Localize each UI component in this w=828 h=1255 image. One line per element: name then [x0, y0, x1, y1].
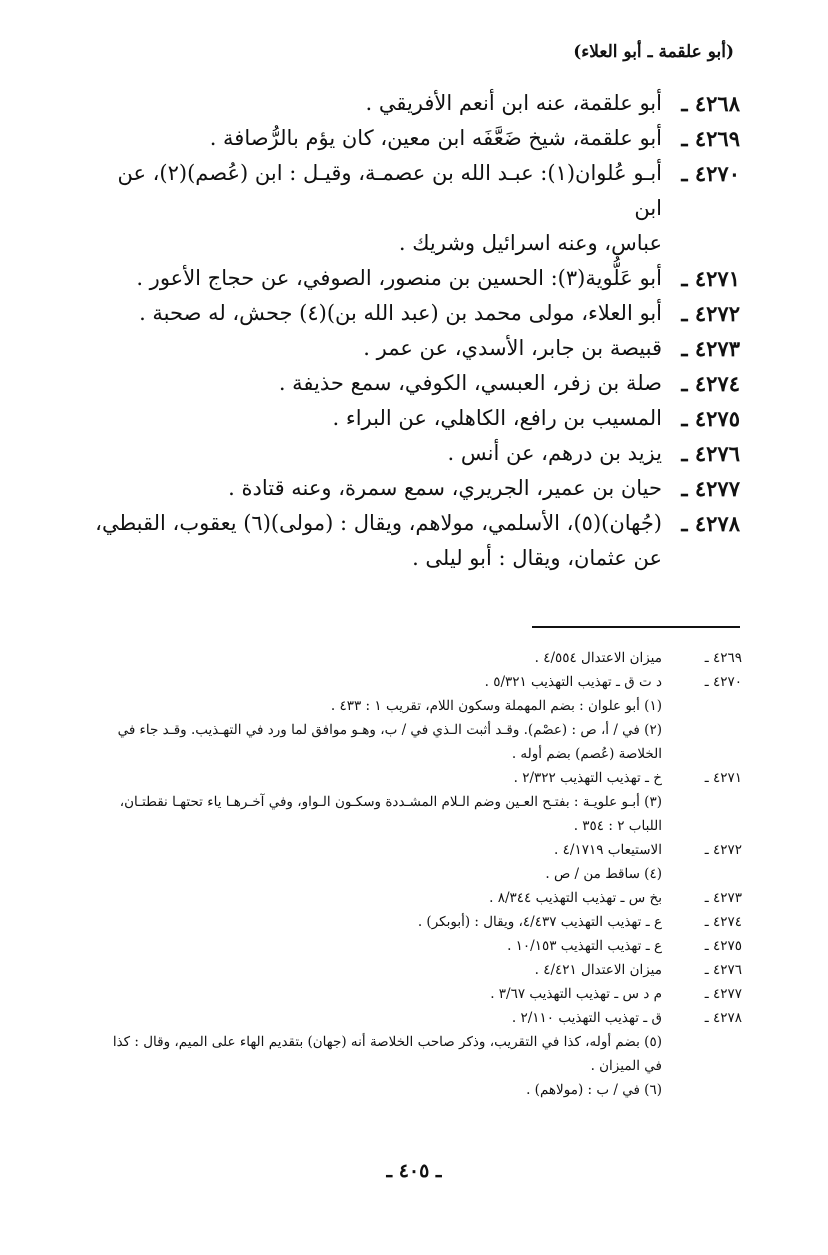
entry [90, 471, 740, 506]
source-note [102, 838, 742, 862]
note-text: ع ـ تهذيب التهذيب ١٠/١٥٣ . [507, 938, 662, 954]
entry [90, 121, 740, 156]
note-text: د ت ق ـ تهذيب التهذيب ٥/٣٢١ . [484, 674, 662, 690]
entry [90, 506, 740, 576]
entry-text-line: يزيد بن درهم، عن أنس . [447, 441, 662, 465]
note-text: (٤) ساقط من / ص . [545, 866, 662, 882]
note-text: (٢) في / أ، ص : (عصْم). وقـد أثبت الـذي في / ب، وهـو موافق لما ورد في التهـذيب. وقـد جاء في الخلاصة (عُصم) بضم أوله . [117, 722, 662, 762]
note-text: م د س ـ تهذيب التهذيب ٣/٦٧ . [490, 986, 662, 1002]
note-number: ٤٢٧٤ ـ [704, 914, 742, 930]
entry [90, 366, 740, 401]
footnote [102, 1078, 742, 1102]
note-text: (٣) أبـو علويـة : بفتـح العـين وضم الـلام المشـددة وسكـون الـواو، وفي آخـرهـا ياء تحتهـا نقطتـان، اللباب ٢ : ٣٥٤ . [119, 794, 662, 834]
entry-text-line: أبو العلاء، مولى محمد بن (عبد الله بن)(٤) جحش، له صحبة . [139, 301, 662, 325]
entry-text [90, 261, 662, 296]
note-text: (٦) في / ب : (مولاهم) . [526, 1082, 662, 1098]
note-text: ميزان الاعتدال ٤/٤٢١ . [534, 962, 662, 978]
entry-text [90, 471, 662, 506]
source-note [102, 934, 742, 958]
entry-text-line: أبو علقمة، شيخ ضَعَّفَه ابن معين، كان يؤم بالرُّصافة . [209, 126, 662, 150]
note-number: ٤٢٧٠ ـ [704, 674, 742, 690]
note-number: ٤٢٧٣ ـ [704, 890, 742, 906]
note-number: ٤٢٧١ ـ [704, 770, 742, 786]
entry-text-line: (جُهان)(٥)، الأسلمي، مولاهم، ويقال : (مولى)(٦) يعقوب، القبطي، [95, 511, 662, 535]
note-text: ق ـ تهذيب التهذيب ٢/١١٠ . [511, 1010, 662, 1026]
entry [90, 296, 740, 331]
source-note [102, 886, 742, 910]
entry-number: ٤٢٧٥ ـ [681, 406, 740, 431]
source-note [102, 646, 742, 670]
entry-text [90, 436, 662, 471]
entry-text [90, 86, 662, 121]
entry-number: ٤٢٦٨ ـ [681, 91, 740, 116]
note-number [662, 1078, 742, 1102]
entry-text-line: صلة بن زفر، العبسي، الكوفي، سمع حذيفة . [278, 371, 662, 395]
entry [90, 261, 740, 296]
note-number [662, 790, 742, 838]
entry [90, 156, 740, 261]
entry-text [90, 296, 662, 331]
entry-number: ٤٢٦٩ ـ [681, 126, 740, 151]
entry-text-continuation: عن عثمان، ويقال : أبو ليلى . [412, 546, 662, 570]
note-number: ٤٢٧٥ ـ [704, 938, 742, 954]
footnote [102, 718, 742, 766]
entry-text [90, 121, 662, 156]
note-text: خ ـ تهذيب التهذيب ٢/٣٢٢ . [513, 770, 662, 786]
note-number: ٤٢٦٩ ـ [704, 650, 742, 666]
note-text: (٥) بضم أوله، كذا في التقريب، وذكر صاحب الخلاصة أنه (جهان) بتقديم الهاء على الميم، وقال : كذا في الميزان . [112, 1034, 662, 1074]
note-number [662, 694, 742, 718]
entry-text [90, 156, 662, 261]
entry-number: ٤٢٧٧ ـ [681, 476, 740, 501]
entry-number: ٤٢٧١ ـ [681, 266, 740, 291]
footnote-separator [532, 626, 740, 628]
source-note [102, 670, 742, 694]
entry [90, 401, 740, 436]
note-number [662, 1030, 742, 1078]
entry-number: ٤٢٧٢ ـ [681, 301, 740, 326]
note-text: ميزان الاعتدال ٤/٥٥٤ . [534, 650, 662, 666]
note-text: بخ س ـ تهذيب التهذيب ٨/٣٤٤ . [489, 890, 662, 906]
entry-number: ٤٢٧٠ ـ [681, 161, 740, 186]
running-title: (أبو علقمة ـ أبو العلاء) [573, 42, 734, 62]
note-number: ٤٢٧٧ ـ [704, 986, 742, 1002]
page-number: ـ ٤٠٥ ـ [386, 1160, 442, 1182]
source-note [102, 1006, 742, 1030]
entry-text-line: قبيصة بن جابر، الأسدي، عن عمر . [363, 336, 662, 360]
entry-number: ٤٢٧٣ ـ [681, 336, 740, 361]
entry-text [90, 506, 662, 576]
entry-text-line: أبو علقمة، عنه ابن أنعم الأفريقي . [365, 91, 662, 115]
note-number: ٤٢٧٦ ـ [704, 962, 742, 978]
footnote [102, 790, 742, 838]
entry [90, 436, 740, 471]
entry-text [90, 366, 662, 401]
entry-number: ٤٢٧٦ ـ [681, 441, 740, 466]
footnote [102, 862, 742, 886]
footnote [102, 1030, 742, 1078]
entry-text-continuation: عباس، وعنه اسرائيل وشريك . [398, 231, 662, 255]
entry-text [90, 331, 662, 366]
note-number: ٤٢٧٨ ـ [704, 1010, 742, 1026]
source-note [102, 910, 742, 934]
footnote [102, 694, 742, 718]
note-text: الاستيعاب ٤/١٧١٩ . [554, 842, 662, 858]
entries-list [90, 86, 740, 576]
note-text: (١) أبو علوان : بضم المهملة وسكون اللام، تقريب ١ : ٤٣٣ . [330, 698, 662, 714]
note-number [662, 862, 742, 886]
entry-text-line: المسيب بن رافع، الكاهلي، عن البراء . [332, 406, 662, 430]
source-note [102, 766, 742, 790]
entry-text-line: أبو عَلُّوية(٣): الحسين بن منصور، الصوفي، عن حجاج الأعور . [136, 266, 662, 290]
note-number [662, 718, 742, 766]
entry-text-line: أبـو عُلوان(١): عبـد الله بن عصمـة، وقيـل : ابن (عُصم)(٢)، عن ابن [117, 161, 662, 220]
entry-text [90, 401, 662, 436]
entry-number: ٤٢٧٤ ـ [681, 371, 740, 396]
entry-number: ٤٢٧٨ ـ [681, 511, 740, 536]
source-note [102, 982, 742, 1006]
entry [90, 86, 740, 121]
note-number: ٤٢٧٢ ـ [704, 842, 742, 858]
footnotes [102, 646, 742, 1102]
source-note [102, 958, 742, 982]
entry-text-line: حيان بن عمير، الجريري، سمع سمرة، وعنه قتادة . [228, 476, 662, 500]
note-text: ع ـ تهذيب التهذيب ٤/٤٣٧، ويقال : (أبوبكر) . [417, 914, 662, 930]
entry [90, 331, 740, 366]
